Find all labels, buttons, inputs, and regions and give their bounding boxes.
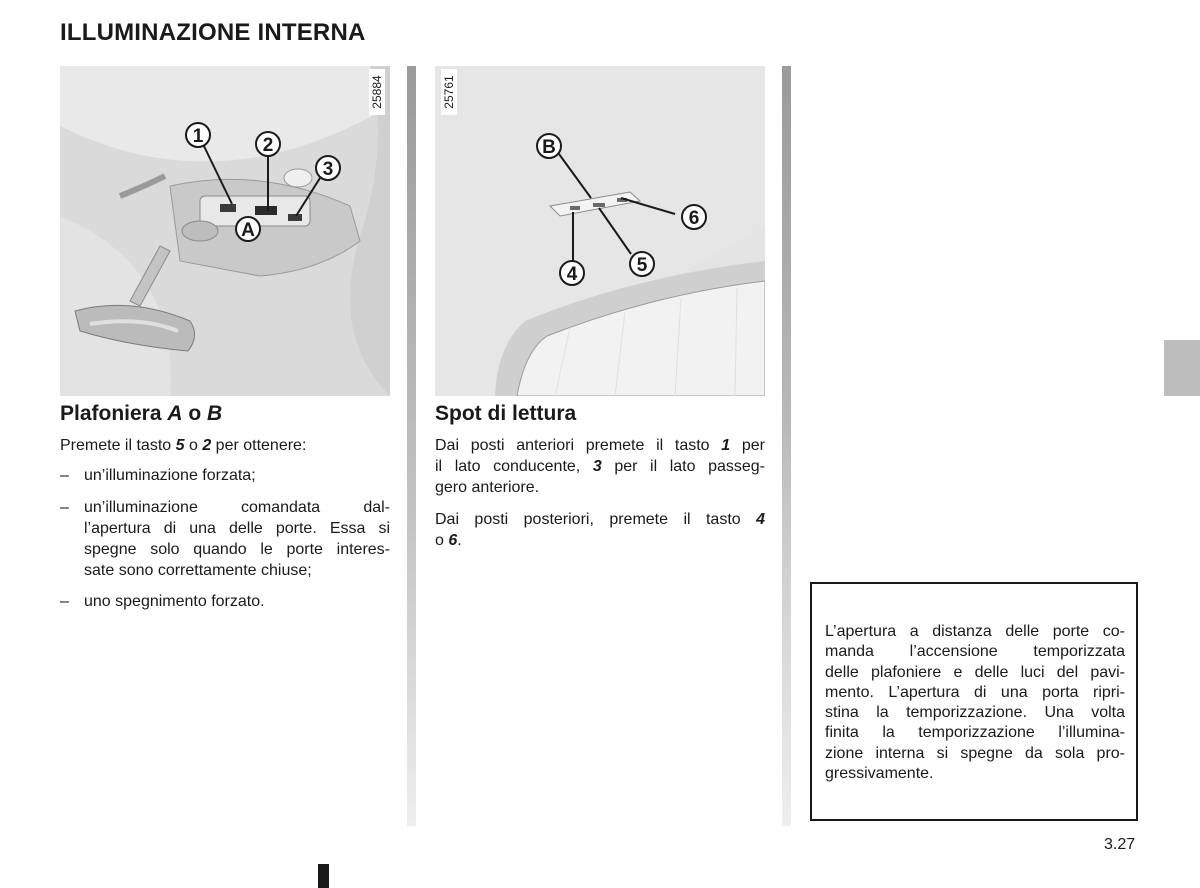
column-divider-right [782, 66, 791, 566]
note-text [825, 622, 1125, 784]
note-box [810, 582, 1138, 821]
spot-p1-line-2 [435, 456, 765, 477]
bullet-text-2-line-1: un’illuminazione comandata dal- [84, 499, 390, 516]
heading-text-mid: o [182, 402, 208, 425]
note-line-3: delle plafoniere e delle luci del pavi- [825, 663, 1125, 681]
bullet-dash: – [60, 499, 69, 516]
heading-key-b: B [207, 402, 223, 425]
page-number: 3.27 [1104, 836, 1136, 853]
spot-key-6: 6 [448, 532, 458, 549]
heading-text: Plafoniera [60, 402, 168, 425]
spot-p2-text-1: Dai posti posteriori, premete il tasto [435, 511, 757, 528]
bullet-item-2 [60, 497, 390, 581]
note-line-1: L’apertura a distanza delle porte co- [825, 623, 1125, 640]
callout-3: 3 [322, 159, 334, 180]
spot-p2-text-3: . [457, 532, 462, 549]
callout-1: 1 [192, 126, 204, 147]
spot-p2-line-2 [435, 530, 765, 551]
spot-p2-text-2: o [435, 532, 449, 549]
callout-5: 5 [636, 255, 648, 276]
section-heading-spot: Spot di lettura [435, 402, 577, 425]
intro-key-2: 2 [202, 437, 212, 454]
callout-a: A [241, 220, 255, 241]
page-title: ILLUMINAZIONE INTERNA [60, 19, 366, 46]
intro-text: Premete il tasto [60, 437, 176, 454]
print-crop-mark [318, 864, 329, 888]
note-line-5: stina la temporizzazione. Una volta [825, 704, 1125, 722]
spot-p2-line-1 [435, 509, 765, 530]
interior-light-front-illustration [60, 66, 390, 396]
plafoniera-intro [60, 435, 390, 456]
spot-key-4: 4 [756, 511, 765, 528]
spot-paragraph-1 [435, 435, 765, 498]
note-line-7: zione interna si spegne da sola pro- [825, 744, 1125, 762]
spot-p1-text-2: per [730, 437, 765, 454]
note-line-6: finita la temporizzazione l’illumina- [825, 724, 1125, 742]
section-heading-plafoniera [60, 402, 222, 426]
callout-b: B [542, 137, 556, 158]
callout-2: 2 [262, 135, 274, 156]
reading-light-illustration [435, 66, 765, 396]
figure-number-middle: 25761 [441, 69, 457, 115]
note-line-2: manda l’accensione temporizzata [825, 643, 1125, 661]
spot-p1-line-1 [435, 435, 765, 456]
bullet-item-3 [60, 591, 390, 613]
spot-p1-text-1: Dai posti anteriori premete il tasto [435, 437, 722, 454]
bullet-text-2-line-3: spegne solo quando le porte interes- [84, 541, 390, 558]
heading-key-a: A [167, 402, 183, 425]
bullet-text-2-line-2: l’apertura di una delle porte. Essa si [84, 520, 390, 537]
intro-text-mid: o [184, 437, 203, 454]
chapter-tab [1164, 340, 1200, 396]
front-ceiling-light-drawing [60, 66, 390, 396]
intro-key-5: 5 [175, 437, 185, 454]
bullet-dash: – [60, 593, 69, 610]
figure-number-left: 25884 [369, 69, 385, 115]
bullet-dash: – [60, 467, 69, 484]
spot-p1-line-3: gero anteriore. [435, 479, 540, 496]
spot-p1-text-3: il lato conducente, [435, 458, 593, 475]
spot-paragraph-2 [435, 509, 765, 551]
spot-p1-text-4: per il lato passeg- [601, 458, 766, 475]
note-line-8: gressivamente. [825, 765, 934, 783]
bullet-text-1: un’illuminazione forzata; [84, 467, 256, 484]
callout-6: 6 [688, 208, 700, 229]
bullet-item-1 [60, 465, 390, 487]
intro-text-after: per ottenere: [211, 437, 307, 454]
note-line-4: mento. L’apertura di una porta ripri- [825, 683, 1125, 701]
callout-4: 4 [566, 264, 578, 285]
spot-key-1: 1 [721, 437, 731, 454]
column-divider-right-lower [782, 566, 791, 826]
rear-ceiling-light-drawing [435, 66, 765, 396]
bullet-text-3: uno spegnimento forzato. [84, 593, 265, 610]
bullet-text-2-line-4: sate sono correttamente chiuse; [84, 562, 312, 579]
spot-key-3: 3 [592, 458, 602, 475]
column-divider-left [407, 66, 416, 826]
